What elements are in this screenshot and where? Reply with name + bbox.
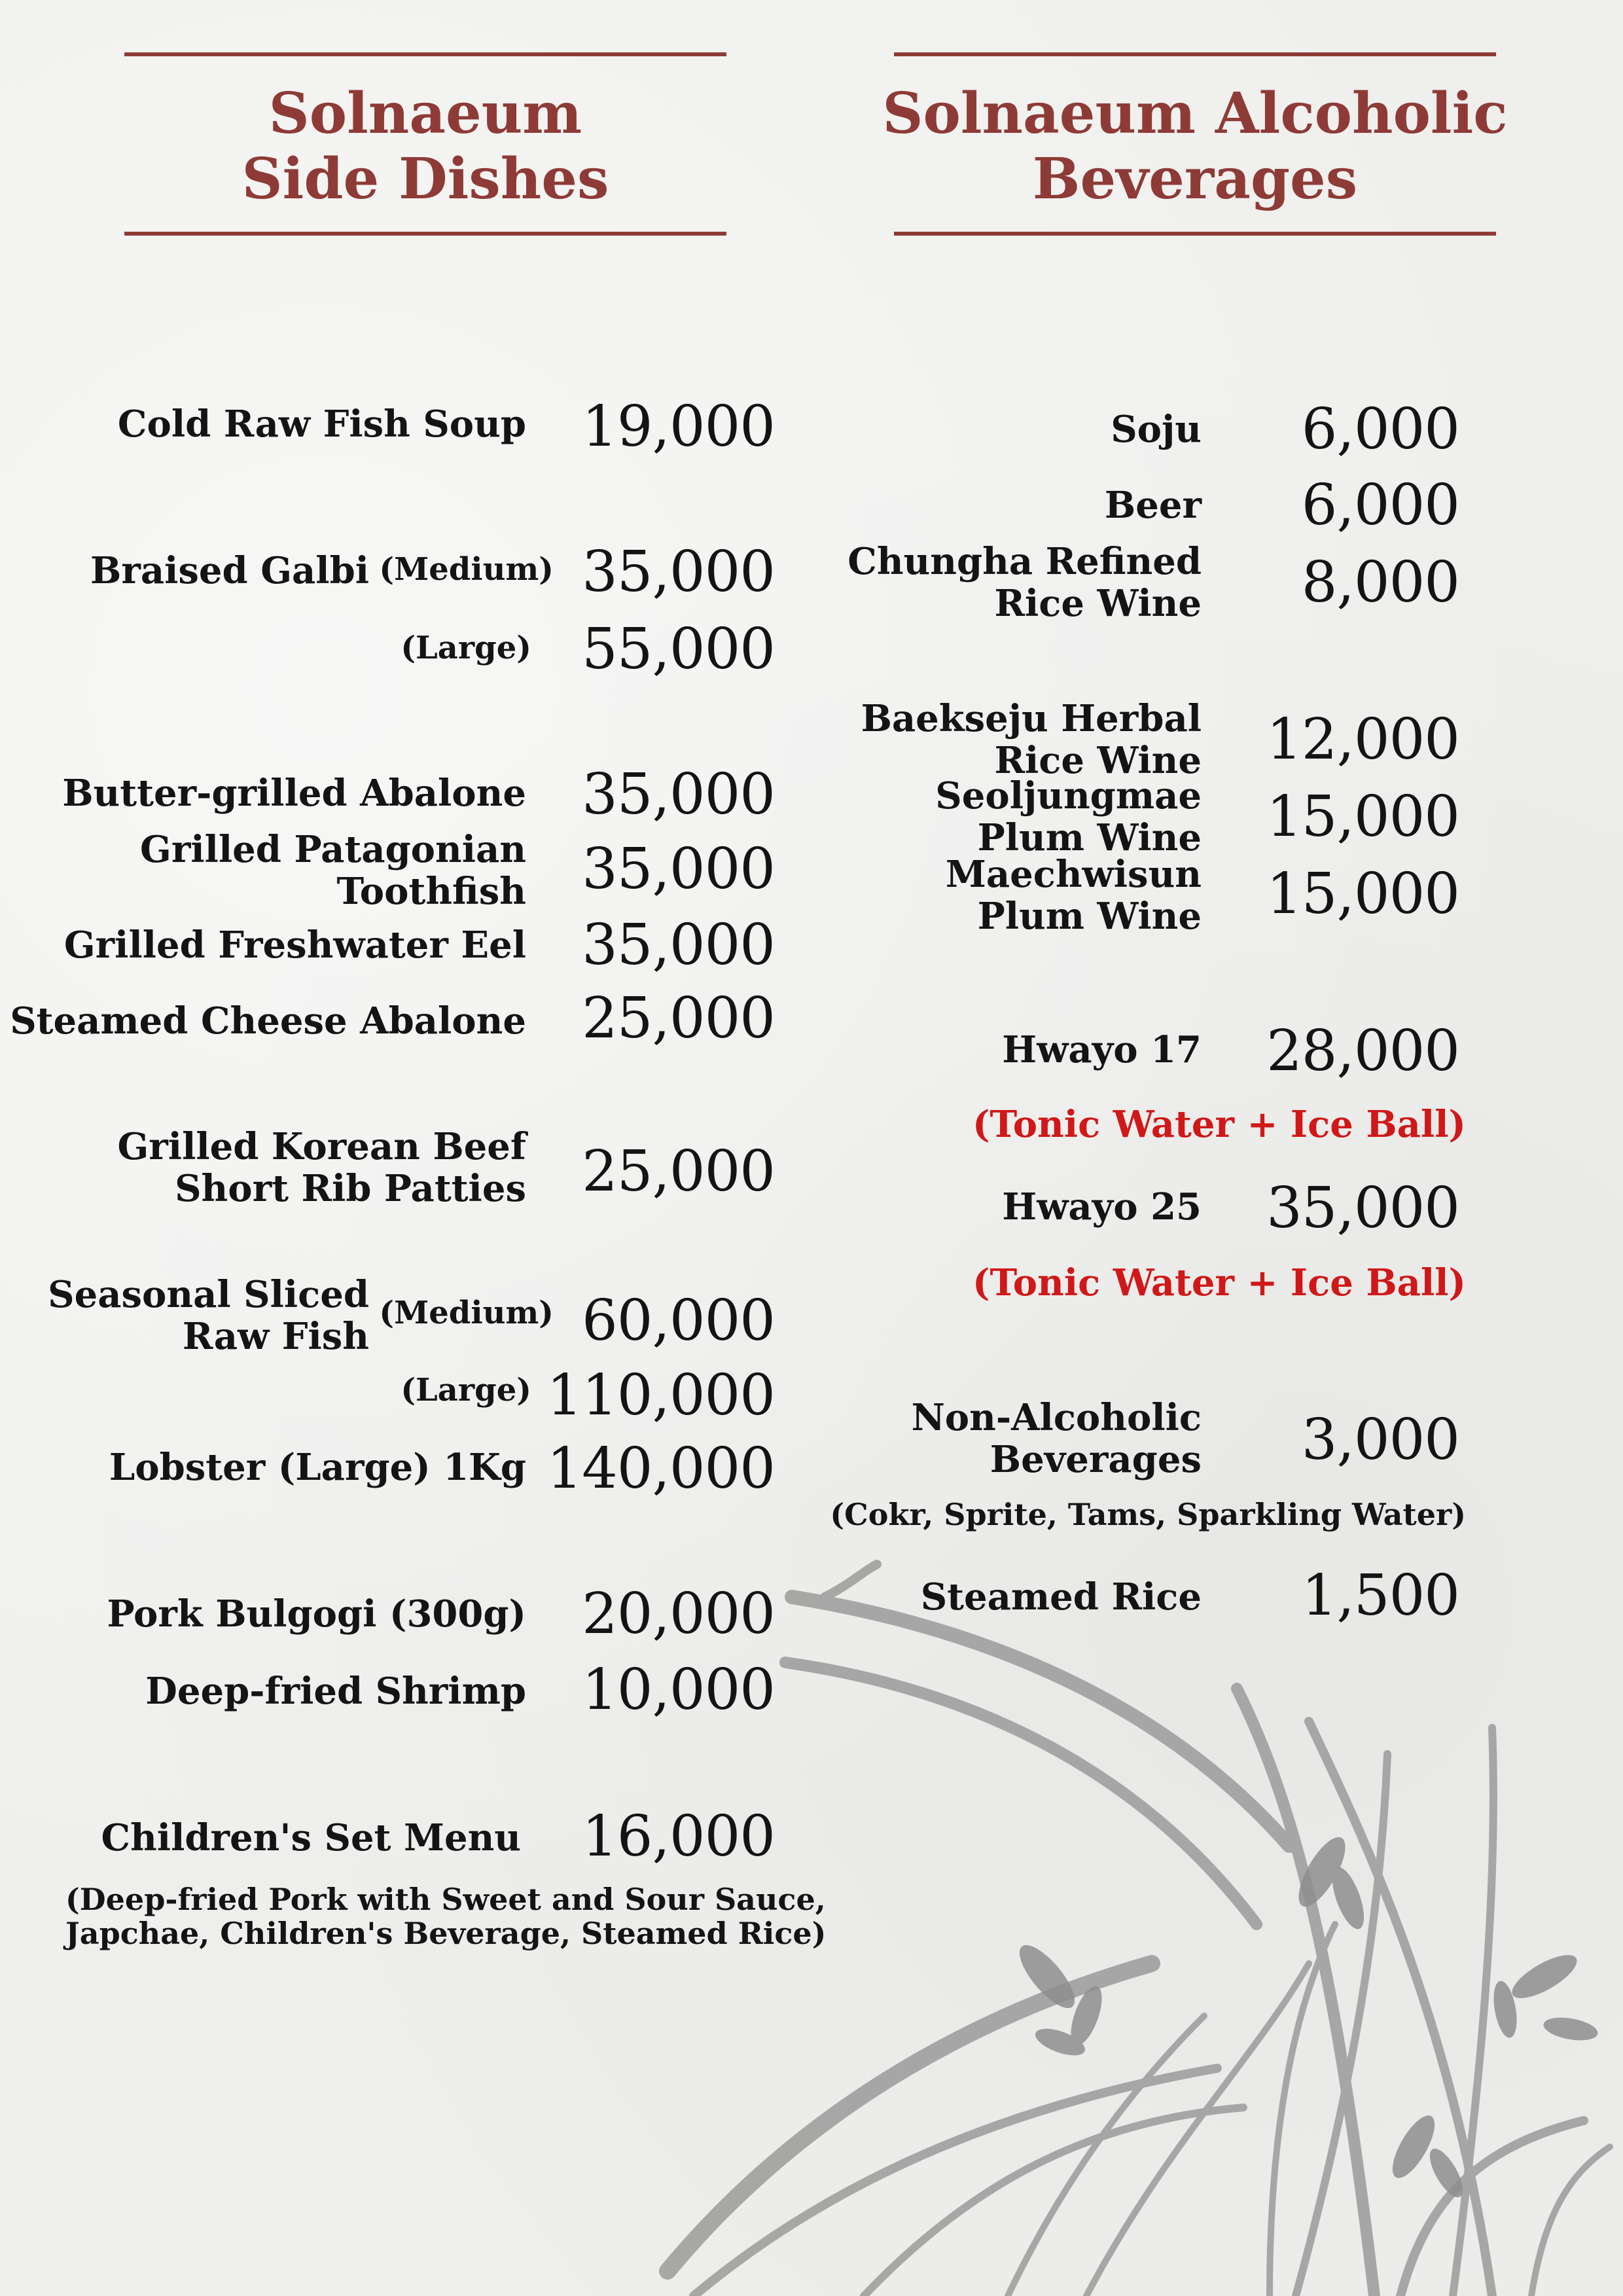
menu-item-name: Steamed Rice [920,1575,1202,1619]
menu-item-price: 16,000 [582,1804,775,1869]
menu-item-name-line2: Plum Wine [977,895,1202,938]
side-dishes-title-line1: Solnaeum [268,81,582,147]
left-header-bottom-rule [124,232,726,236]
menu-item-price: 35,000 [582,539,775,605]
menu-item-name-line2: Rice Wine [994,582,1202,625]
menu-item-price: 15,000 [1266,784,1459,850]
menu-item-price: 12,000 [1266,707,1459,772]
menu-item-price: 140,000 [546,1436,775,1501]
menu-item-name: Butter-grilled Abalone [62,772,526,815]
hwayo25-note: (Tonic Water + Ice Ball) [972,1261,1466,1304]
menu-item-name [946,853,1202,937]
menu-item-price: 6,000 [1301,397,1459,462]
menu-item-name: Lobster (Large) 1Kg [109,1446,526,1489]
menu-item-name-line2: Beverages [990,1438,1202,1481]
hwayo17-note: (Tonic Water + Ice Ball) [972,1103,1466,1146]
menu-item-name: Grilled Freshwater Eel [63,924,526,967]
menu-item-name-line2: Raw Fish [182,1315,369,1358]
menu-item-name [847,541,1202,624]
menu-item-name-line1: Non-Alcoholic [911,1396,1202,1439]
menu-item-price: 3,000 [1301,1407,1459,1473]
menu-item-name-line2: Short Rib Patties [175,1167,526,1210]
menu-item-price: 25,000 [582,1139,775,1204]
menu-item-price: 25,000 [582,986,775,1051]
menu-item-price: 20,000 [582,1581,775,1647]
menu-item-price: 6,000 [1301,473,1459,538]
menu-item-price: 35,000 [582,836,775,902]
note-line2: Japchae, Children's Beverage, Steamed Rice) [65,1916,827,1951]
menu-item-price: 1,500 [1301,1563,1459,1628]
menu-item-price: 35,000 [582,912,775,978]
menu-item-name [861,698,1202,781]
menu-item-price: 110,000 [546,1363,775,1428]
left-header-top-rule [124,52,726,56]
right-header-top-rule [894,52,1496,56]
menu-item-name-line2: Toothfish [336,870,526,913]
menu-item-name: Cold Raw Fish Soup [117,403,526,446]
non-alcoholic-note: (Cokr, Sprite, Tams, Sparkling Water) [830,1497,1466,1532]
beverages-title [868,81,1522,212]
menu-item-name-line1: Seoljungmae [935,774,1202,817]
menu-item-price: 15,000 [1266,861,1459,927]
menu-item-name [117,1126,526,1210]
menu-item-size: (Large) [401,1372,531,1408]
menu-item-name: Hwayo 17 [1002,1028,1202,1071]
side-dishes-title [124,81,726,212]
menu-item-price: 60,000 [582,1288,775,1354]
menu-item-name-line1: Grilled Korean Beef [117,1125,526,1168]
beverages-title-line2: Beverages [1032,146,1358,212]
orchid-painting [628,1558,1623,2296]
menu-item-price: 35,000 [1266,1175,1459,1241]
menu-item-name: Steamed Cheese Abalone [10,999,526,1043]
menu-item-price: 19,000 [582,394,775,459]
menu-item-name-line1: Chungha Refined [847,540,1202,583]
right-header-bottom-rule [894,232,1496,236]
menu-item-name [48,1274,369,1357]
menu-item-size: (Large) [401,630,531,666]
menu-item-name: Pork Bulgogi (300g) [107,1592,526,1636]
menu-item-price: 28,000 [1266,1018,1459,1084]
side-dishes-title-line2: Side Dishes [241,146,609,212]
menu-item-name [912,1397,1202,1480]
menu-item-size: (Medium) [379,551,554,588]
menu-item-name: Deep-fried Shrimp [145,1670,526,1713]
beverages-title-line1: Solnaeum Alcoholic [882,81,1508,147]
menu-item-name: Children's Set Menu [101,1816,521,1859]
menu-item-name: Beer [1104,484,1202,527]
menu-item-price: 35,000 [582,762,775,827]
menu-item-name-line2: Rice Wine [994,739,1202,782]
menu-item-name [935,775,1202,859]
menu-item-name-line1: Seasonal Sliced [48,1273,369,1316]
menu-item-name: Braised Galbi [90,549,369,592]
menu-item-name-line1: Maechwisun [945,853,1202,896]
note-line1: (Deep-fried Pork with Sweet and Sour Sauce, [65,1882,826,1917]
menu-item-name-line2: Plum Wine [977,816,1202,859]
menu-item-name-line1: Grilled Patagonian [140,828,526,871]
menu-item-name-line1: Baekseju Herbal [861,697,1202,740]
menu-item-size: (Medium) [379,1295,554,1331]
menu-item-price: 8,000 [1301,550,1459,615]
menu-item-name: Hwayo 25 [1002,1185,1202,1229]
menu-item-name: Soju [1111,408,1202,451]
menu-item-price: 10,000 [582,1657,775,1723]
menu-item-price: 55,000 [582,617,775,682]
menu-item-name [140,829,526,912]
